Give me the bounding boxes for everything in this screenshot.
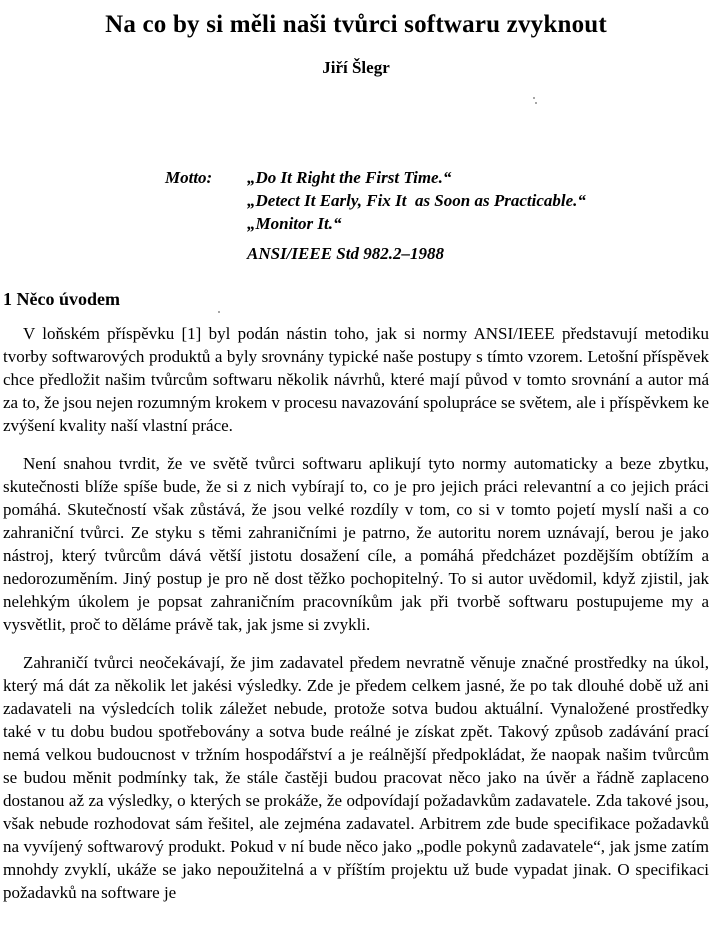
paragraph-intro-3: Zahraničí tvůrci neočekávají, že jim zadavatel předem nevratně věnuje značné prostředky na úkol, který má dát za několik let jakési výsledky. Zde je předem celkem jasné, že po tak dlouhé době už ani zadavateli na výsledcích tolik záležet nebude, protože sotva budou aktuální. Vynaložené prostředky také v tu dobu budou spotřebovány a sotva bude reálné je získat zpět. Takový způsob zadávání prací nemá velkou budoucnost v tržním hospodářství a je reálnější předpokládat, že naopak našim tvůrcům se budou měnit podmínky tak, že stále častěji budou pracovat něco jako na úvěr a řádně zaplaceno dostanou až za výsledky, o kterých se prokáže, že odpovídají požadavkům zadavatele. Zda takové jsou, však nebude rozhodovat sám řešitel, ale zejména zadavatel. Arbitrem zde bude specifikace požadavků na vyvíjený softwarový produkt. Pokud v ní bude něco jako „podle pokynů zadavatele“, jak jsme zatím mnohdy zvyklí, ukáže se jako nepoužitelná a v příštím projektu už bude vypadat jinak. O specifikaci požadavků na software je <box>3 652 709 902</box>
author-name: Jiří Šlegr <box>322 57 390 77</box>
paragraph-intro-1: V loňském příspěvku [1] byl podán nástin toho, jak si normy ANSI/IEEE představují metodiku tvorby softwarových produktů a byly srovnány typické naše postupy s tímto vzorem. Letošní příspěvek chce předložit našim tvůrcům softwaru několik návrhů, které mají původ v tomto srovnání a autor má za to, že jsou nejen rozumným krokem v procesu navazování spolupráce se světem, ale i příspěvkem ke zvýšení kvality naší vlastní práce. <box>3 323 709 435</box>
motto-quote-line: „Detect It Early, Fix It as Soon as Practicable.“ <box>247 190 586 210</box>
scan-speckle <box>535 102 537 104</box>
scan-speckle <box>218 311 220 313</box>
section-heading: 1 Něco úvodem <box>3 288 120 309</box>
scan-speckle <box>533 97 535 99</box>
page-title: Na co by si měli naši tvůrci softwaru zvyknout <box>105 11 607 38</box>
motto-source: ANSI/IEEE Std 982.2–1988 <box>247 243 444 263</box>
motto-quote-line: „Do It Right the First Time.“ <box>247 167 452 187</box>
paragraph-intro-2: Není snahou tvrdit, že ve světě tvůrci softwaru aplikují tyto normy automaticky a beze zbytku, skutečnosti blíže spíše bude, že si z nich vybírají to, co je pro jejich práci relevantní a co jejich práci pomáhá. Skutečností však zůstává, že jsou velké rozdíly v tom, co si v tomto pojetí myslí naši a co zahraniční tvůrci. Ze styku s těmi zahraničními je patrno, že autoritu norem uznávají, berou je jako nástroj, který tvůrcům dává větší jistotu dosažení cíle, a pomáhá předcházet pozdějším obtížím a nedorozuměním. Jiný postup je pro ně dost těžko pochopitelný. To si autor uvědomil, když zjistil, jak nelehkým úkolem je popsat zahraničním pracovníkům jak při tvorbě softwaru postupujeme my a vysvětlit, proč to děláme právě tak, jak jsme si zvykli. <box>3 453 709 634</box>
motto-quotes <box>247 166 709 265</box>
motto-block <box>3 166 709 265</box>
motto-label: Motto: <box>165 167 213 187</box>
motto-quote-line: „Monitor It.“ <box>247 213 342 233</box>
